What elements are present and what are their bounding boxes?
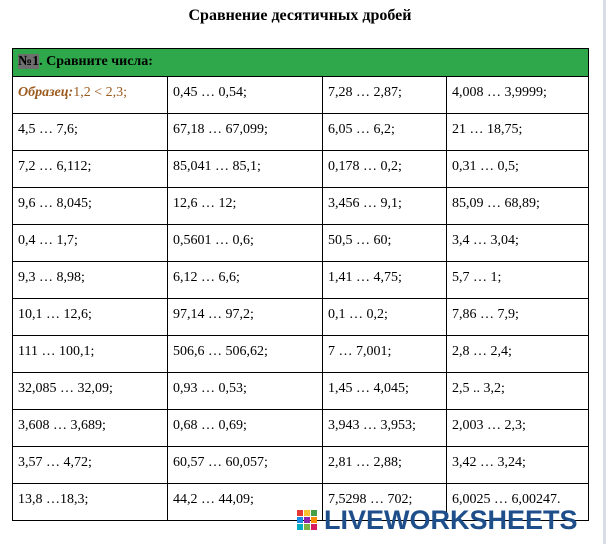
- comparison-cell: 7,28 … 2,87;: [323, 77, 447, 114]
- comparison-cell: 0,178 … 0,2;: [323, 151, 447, 188]
- comparison-cell: 32,085 … 32,09;: [13, 373, 168, 410]
- task-header: [13, 49, 589, 77]
- comparison-cell: 6,0025 … 6,00247.: [447, 484, 589, 521]
- comparison-cell: 7 … 7,001;: [323, 336, 447, 373]
- table-row: [13, 151, 589, 188]
- comparison-cell: 7,5298 … 702;: [323, 484, 447, 521]
- comparison-cell: 13,8 …18,3;: [13, 484, 168, 521]
- table-row: [13, 188, 589, 225]
- table-row: [13, 410, 589, 447]
- table-row: [13, 299, 589, 336]
- comparison-cell: 4,008 … 3,9999;: [447, 77, 589, 114]
- comparison-cell: 67,18 … 67,099;: [168, 114, 323, 151]
- comparison-cell: 0,68 … 0,69;: [168, 410, 323, 447]
- comparison-cell: 21 … 18,75;: [447, 114, 589, 151]
- table-row: [13, 262, 589, 299]
- comparison-cell: 10,1 … 12,6;: [13, 299, 168, 336]
- comparison-cell: 9,3 … 8,98;: [13, 262, 168, 299]
- comparison-cell: 3,57 … 4,72;: [13, 447, 168, 484]
- liveworksheets-logo-icon: [296, 507, 318, 533]
- comparison-cell: 3,42 … 3,24;: [447, 447, 589, 484]
- table-row: [13, 77, 589, 114]
- comparison-cell: 7,86 … 7,9;: [447, 299, 589, 336]
- sample-label: Образец:: [18, 85, 74, 100]
- comparison-cell: 1,45 … 4,045;: [323, 373, 447, 410]
- sample-text: 1,2 < 2,3;: [73, 85, 128, 100]
- comparison-cell: 9,6 … 8,045;: [13, 188, 168, 225]
- comparison-cell: 85,09 … 68,89;: [447, 188, 589, 225]
- comparison-cell: 7,2 … 6,112;: [13, 151, 168, 188]
- comparison-cell: 60,57 … 60,057;: [168, 447, 323, 484]
- comparison-cell: 3,943 … 3,953;: [323, 410, 447, 447]
- comparison-cell: 6,12 … 6,6;: [168, 262, 323, 299]
- comparison-cell: 1,41 … 4,75;: [323, 262, 447, 299]
- task-header-row: [13, 49, 589, 77]
- comparison-cell: 3,456 … 9,1;: [323, 188, 447, 225]
- page-title: Сравнение десятичных дробей: [188, 7, 412, 24]
- comparison-cell: 0,5601 … 0,6;: [168, 225, 323, 262]
- comparison-cell: 506,6 … 506,62;: [168, 336, 323, 373]
- table-row: [13, 373, 589, 410]
- task-number: №1: [18, 54, 40, 69]
- liveworksheets-logo: [296, 505, 578, 535]
- comparison-cell: 2,8 … 2,4;: [447, 336, 589, 373]
- table-row: [13, 225, 589, 262]
- comparison-cell: 44,2 … 44,09;: [168, 484, 323, 521]
- sample-cell: [13, 77, 168, 114]
- comparison-cell: 0,45 … 0,54;: [168, 77, 323, 114]
- comparison-cell: 85,041 … 85,1;: [168, 151, 323, 188]
- comparison-cell: 0,4 … 1,7;: [13, 225, 168, 262]
- table-row: [13, 114, 589, 151]
- table-row: [13, 336, 589, 373]
- exercise-table: [12, 48, 589, 521]
- comparison-cell: 2,81 … 2,88;: [323, 447, 447, 484]
- comparison-cell: 2,5 .. 3,2;: [447, 373, 589, 410]
- comparison-cell: 0,31 … 0,5;: [447, 151, 589, 188]
- task-instruction: . Сравните числа:: [39, 54, 153, 69]
- comparison-cell: 12,6 … 12;: [168, 188, 323, 225]
- table-row: [13, 447, 589, 484]
- comparison-cell: 3,608 … 3,689;: [13, 410, 168, 447]
- comparison-cell: 50,5 … 60;: [323, 225, 447, 262]
- comparison-cell: 111 … 100,1;: [13, 336, 168, 373]
- comparison-cell: 3,4 … 3,04;: [447, 225, 589, 262]
- comparison-cell: 0,93 … 0,53;: [168, 373, 323, 410]
- comparison-cell: 6,05 … 6,2;: [323, 114, 447, 151]
- comparison-cell: 5,7 … 1;: [447, 262, 589, 299]
- comparison-cell: 0,1 … 0,2;: [323, 299, 447, 336]
- comparison-cell: 2,003 … 2,3;: [447, 410, 589, 447]
- comparison-cell: 97,14 … 97,2;: [168, 299, 323, 336]
- comparison-cell: 4,5 … 7,6;: [13, 114, 168, 151]
- brand-name: LIVEWORKSHEETS: [324, 504, 578, 535]
